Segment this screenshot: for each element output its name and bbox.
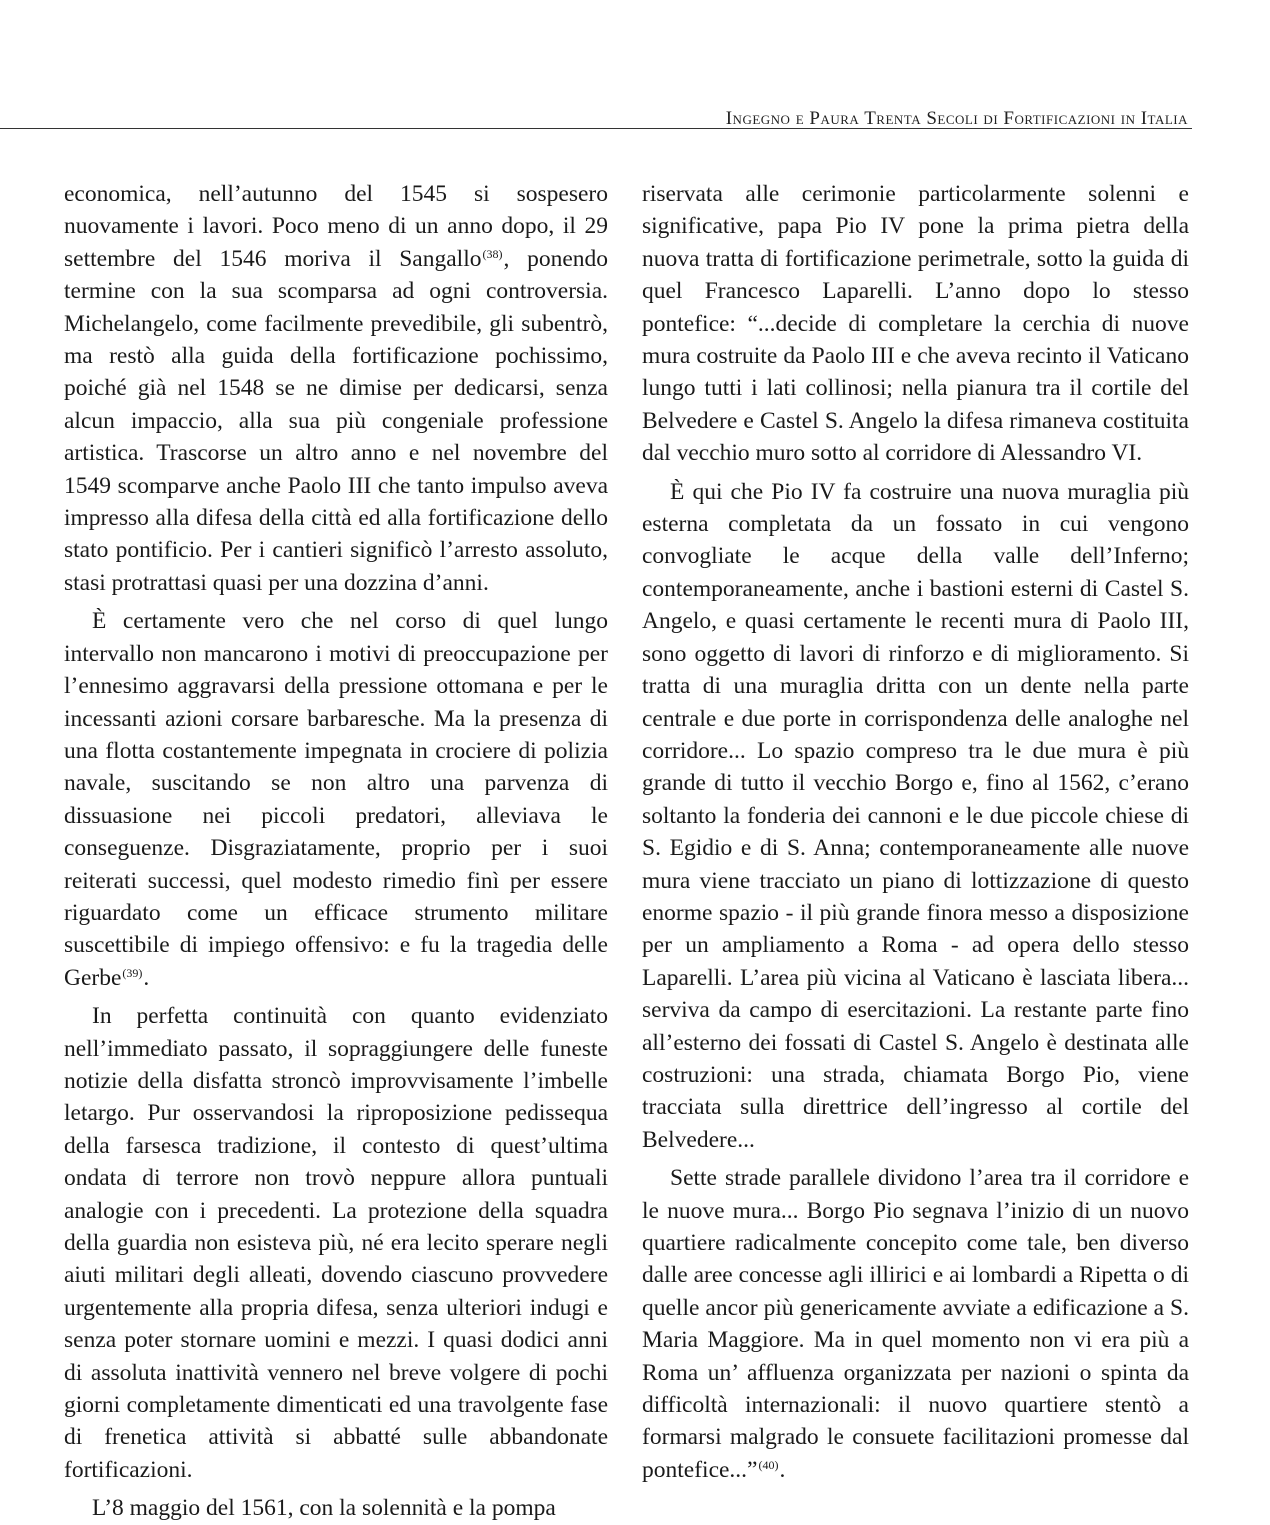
paragraph (64, 605, 608, 994)
paragraph-text: È certamente vero che nel corso di quel lungo intervallo non mancarono i motivi di preoccupazione per l’ennesimo aggravarsi della pressione ottomana e per le incessanti azioni corsare barbaresche. Ma la presenza di una flotta costantemente impegnata in crociere di polizia navale, suscitando se non altro una parvenza di dissuasione nei piccoli predatori, alleviava le conseguenze. Disgraziatamente, proprio per i suoi reiterati successi, quel modesto rimedio finì per essere riguardato come un efficace strumento militare suscettibile di impiego offensivo: e fu la tragedia delle Gerbe (64, 608, 608, 991)
footnote-ref-40[interactable]: (40) (758, 1457, 779, 1472)
left-column (64, 178, 608, 1525)
paragraph (642, 1162, 1189, 1486)
paragraph-text: Sette strade parallele dividono l’area tra il corridore e le nuove mura... Borgo Pio segnava l’inizio di un nuovo quartiere radicalmente concepito come tale, ben diverso dalle aree concesse agli illirici e ai lombardi a Ripetta o di quelle ancor più genericamente avviate a edificazione a S. Maria Maggiore. Ma in quel momento non vi era più a Roma un’ affluenza organizzata per nazioni o spinta da difficoltà internazionali: il nuovo quartiere stentò a formarsi malgrado le consuete facilitazioni promesse dal pontefice...” (642, 1165, 1189, 1483)
paragraph-text: , ponendo termine con la sua scomparsa ad ogni controversia. Michelangelo, come facilmente prevedibile, gli subentrò, ma restò alla guida della fortificazione pochissimo, poiché già nel 1548 se ne dimise per dedicarsi, senza alcun impaccio, alla sua più congeniale professione artistica. Trascorse un altro anno e nel novembre del 1549 scomparve anche Paolo III che tanto impulso aveva impresso alla difesa della città ed alla fortificazione dello stato pontificio. Per i cantieri significò l’arresto assoluto, stasi protrattasi quasi per una dozzina d’anni. (64, 245, 609, 596)
header-rule (0, 128, 1192, 129)
footnote-ref-38[interactable]: (38) (482, 246, 503, 261)
paragraph-text: economica, nell’autunno del 1545 si sospesero nuovamente i lavori. Poco meno di un anno dopo, il 29 settembre del 1546 moriva il Sangallo (64, 181, 608, 272)
paragraph-text: . (779, 1456, 786, 1483)
right-column (642, 178, 1189, 1486)
paragraph: L’8 maggio del 1561, con la solennità e la pompa (92, 1495, 556, 1522)
paragraph-text: . (143, 964, 150, 991)
footnote-ref-39[interactable]: (39) (122, 965, 143, 980)
paragraph (64, 178, 608, 599)
paragraph: È qui che Pio IV fa costruire una nuova muraglia più esterna completata da un fossato in cui vengono convogliate le acque della valle dell’Inferno; contemporaneamente, anche i bastioni esterni di Castel S. Angelo, e quasi certamente le recenti mura di Paolo III, sono oggetto di lavori di rinforzo e di miglioramento. Si tratta di una muraglia dritta con un dente nella parte centrale e due porte in corrispondenza delle analoghe nel corridore... Lo spazio compreso tra le due mura è più grande di tutto il vecchio Borgo e, fino al 1562, c’erano soltanto la fonderia dei cannoni e le due piccole chiese di S. Egidio e di S. Anna; contemporaneamente alle nuove mura viene tracciato un piano di lottizzazione di questo enorme spazio - il più grande finora messo a disposizione per un ampliamento a Roma - ad opera dello stesso Laparelli. L’area più vicina al Vaticano è lasciata libera... serviva da campo di esercitazioni. La restante parte fino all’esterno dei fossati di Castel S. Angelo è destinata alle costruzioni: una strada, chiamata Borgo Pio, viene tracciata sulla direttrice dell’ingresso al cortile del Belvedere... (642, 478, 1189, 1153)
paragraph: In perfetta continuità con quanto evidenziato nell’immediato passato, il sopraggiungere delle funeste notizie della disfatta stroncò improvvisamente l’imbelle letargo. Pur osservandosi la riproposizione pedissequa della farsesca tradizione, il contesto di quest’ultima ondata di terrore non trovò neppure allora puntuali analogie con i precedenti. La protezione della squadra della guardia non esisteva più, né era lecito sperare negli aiuti militari degli alleati, dovendo ciascuno provvedere urgentemente alla propria difesa, senza ulteriori indugi e senza poter stornare uomini e mezzi. I quasi dodici anni di assoluta inattività vennero nel breve volgere di pochi giorni completamente dimenticati ed una travolgente fase di frenetica attività si abbatté sulle abbandonate fortificazioni. (64, 1003, 608, 1483)
paragraph: riservata alle cerimonie particolarmente solenni e significative, papa Pio IV pone la prima pietra della nuova tratta di fortificazione perimetrale, sotto la guida di quel Francesco Laparelli. L’anno dopo lo stesso pontefice: “...decide di completare la cerchia di nuove mura costruite da Paolo III e che aveva recinto il Vaticano lungo tutti i lati collinosi; nella pianura tra il cortile del Belvedere e Castel S. Angelo la difesa rimaneva costituita dal vecchio muro sotto al corridore di Alessandro VI. (642, 181, 1189, 467)
running-header: Ingegno e Paura Trenta Secoli di Fortificazioni in Italia (725, 108, 1188, 129)
